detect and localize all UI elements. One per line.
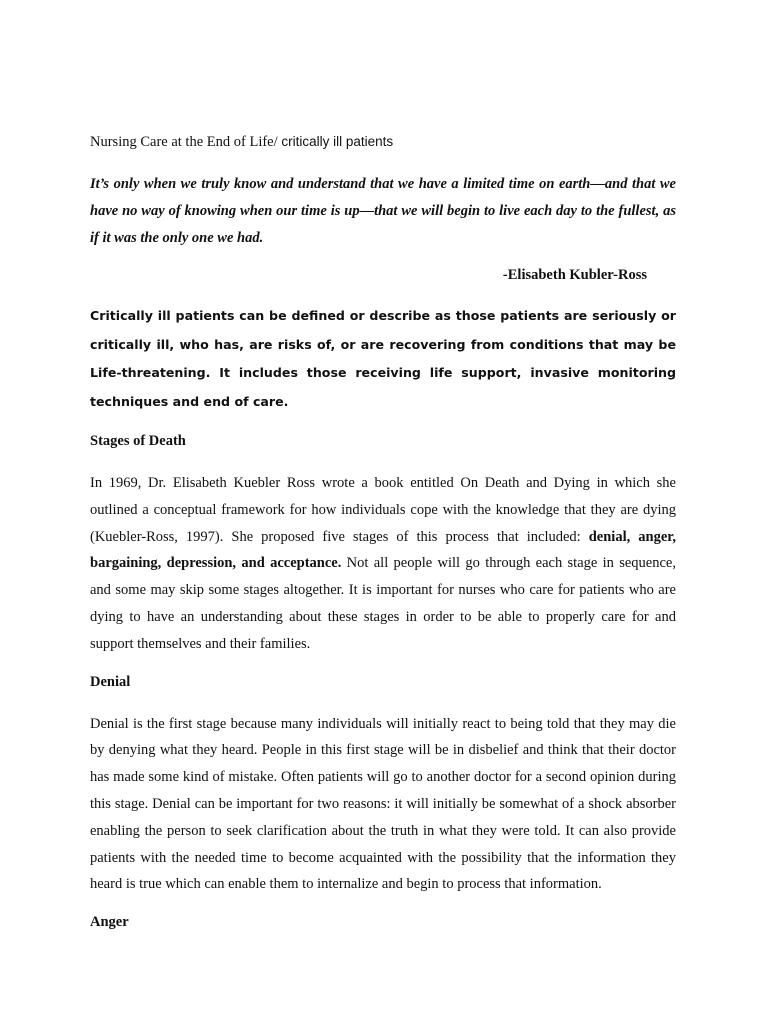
epigraph-quote: It’s only when we truly know and understand that we have a limited time on earth—and that we have no way of knowing when our time is up—that we will begin to live each day to the fullest, as if it was the only one we had. bbox=[90, 176, 676, 246]
stages-list-bold: denial, anger, bargaining, depression, and acceptance. bbox=[90, 528, 676, 572]
stages-of-death-paragraph bbox=[90, 470, 676, 658]
stages-paragraph-text-before: In 1969, Dr. Elisabeth Kuebler Ross wrote a book entitled On Death and Dying in which she outlined a conceptual framework for how individuals cope with the knowledge that they are dying (Kuebler-Ross, 1997). She proposed five stages of this process that included: bbox=[90, 475, 676, 545]
document-title-main: Nursing Care at the End of Life/ bbox=[90, 134, 278, 150]
section-heading-anger: Anger bbox=[90, 914, 129, 931]
denial-paragraph: Denial is the first stage because many individuals will initially react to being told that they may die by denying what they heard. People in this first stage will be in disbelief and think that their doctor has made some kind of mistake. Often patients will go to another doctor for a second opinion during this stage. Denial can be important for two reasons: it will initially be somewhat of a shock absorber enabling the person to seek clarification about the truth in what they were told. It can also provide patients with the needed time to become acquainted with the possibility that the information they heard is true which can enable them to internalize and begin to process that information. bbox=[90, 715, 676, 893]
stages-paragraph-text-after: Not all people will go through each stage in sequence, and some may skip some stages altogether. It is important for nurses who care for patients who are dying to have an understanding about these stages in order to be able to properly care for and support themselves and their families. bbox=[90, 555, 676, 652]
section-heading-stages-of-death: Stages of Death bbox=[90, 433, 186, 449]
document-page bbox=[90, 131, 676, 951]
epigraph-author: -Elisabeth Kubler-Ross bbox=[502, 267, 647, 283]
definition-paragraph: Critically ill patients can be defined or describe as those patients are seriously or critically ill, who has, are risks of, or are recovering from conditions that may be Life-threatening. It includes those receiving life support, invasive monitoring techniques and end of care. bbox=[90, 308, 676, 409]
document-title bbox=[90, 131, 676, 153]
document-title-sub: critically ill patients bbox=[277, 134, 394, 149]
section-heading-denial: Denial bbox=[90, 673, 131, 690]
